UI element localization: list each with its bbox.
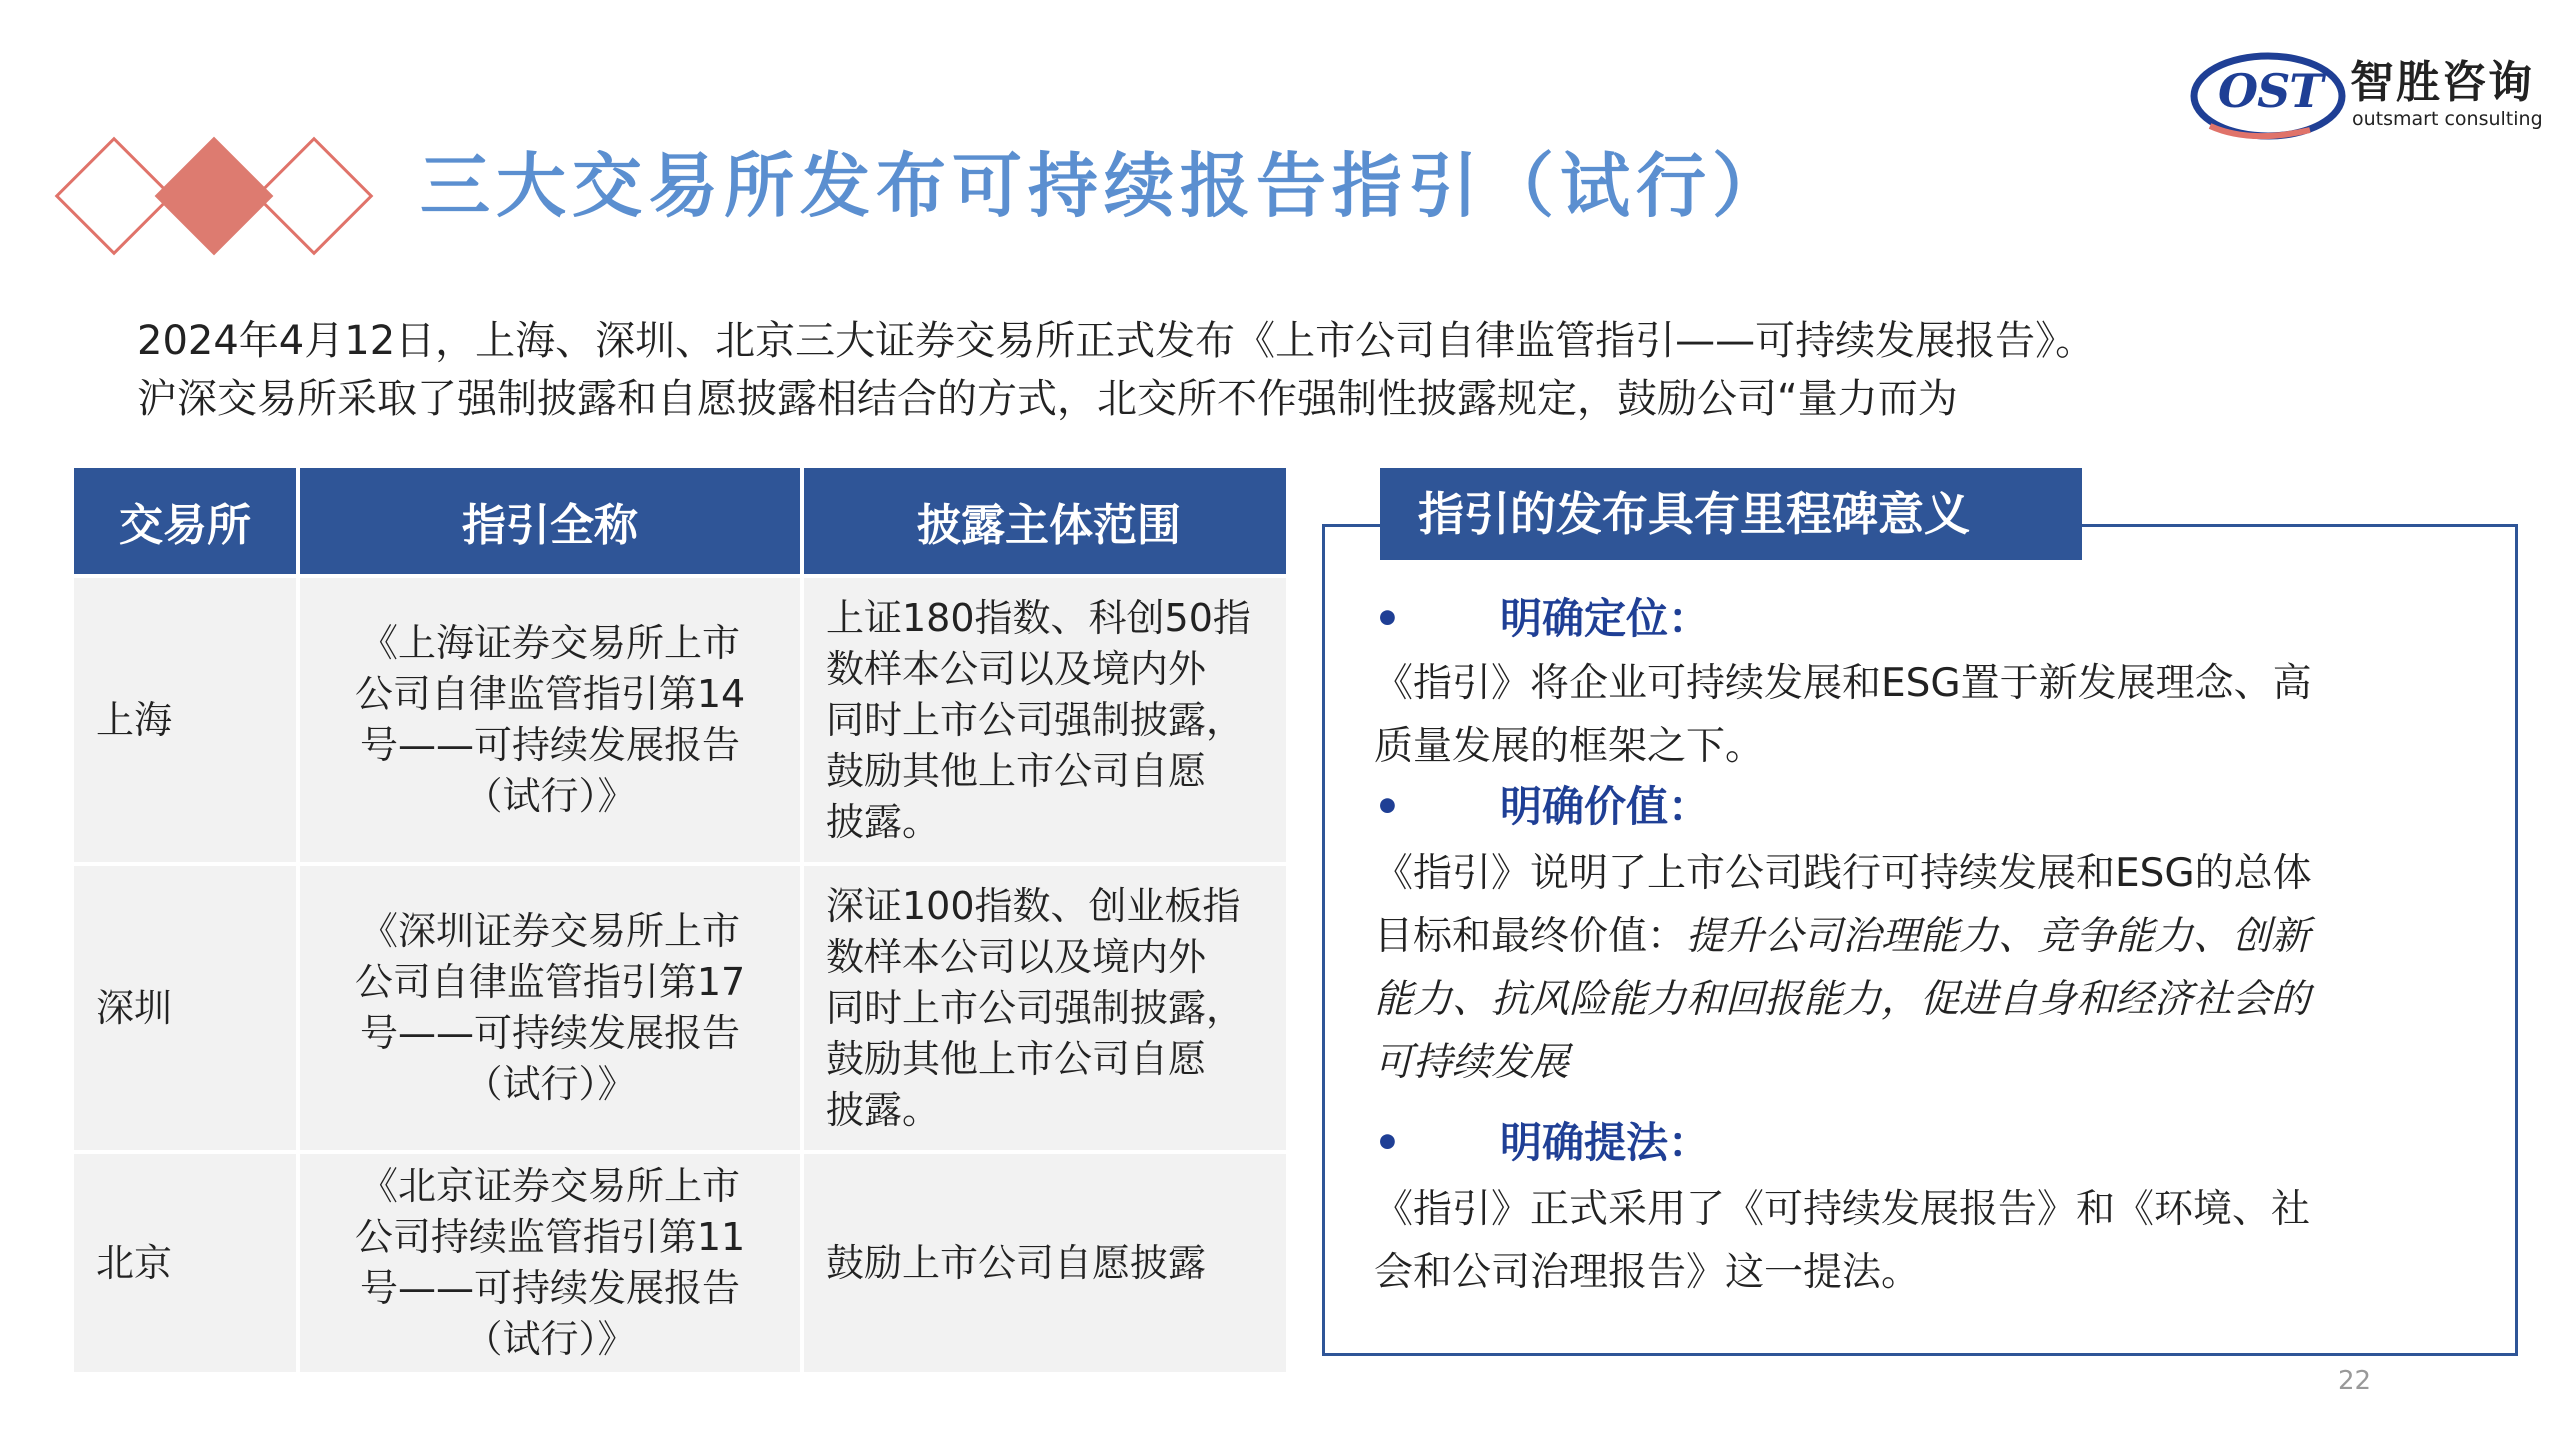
guide-line: 公司自律监管指引第17 bbox=[354, 960, 746, 1004]
guide-line: 公司自律监管指引第14 bbox=[354, 672, 746, 716]
bullet-line bbox=[1374, 905, 2504, 968]
page-number: 22 bbox=[2338, 1366, 2372, 1396]
bullet-line: 质量发展的框架之下。 bbox=[1374, 724, 1765, 769]
header-disclosure-scope: 披露主体范围 bbox=[804, 468, 1286, 578]
bullet-title: 明确价值： bbox=[1500, 782, 1711, 831]
bullet-line: 《指引》说明了上市公司践行可持续发展和ESG的总体 bbox=[1374, 851, 2312, 896]
guide-line: 《深圳证券交易所上市 bbox=[359, 909, 740, 953]
bullet-line-emphasis: 可持续发展 bbox=[1374, 1040, 1570, 1085]
scope-line: 同时上市公司强制披露， bbox=[826, 985, 1245, 1030]
cell-exchange: 深圳 bbox=[74, 866, 300, 1154]
exchange-guidelines-table bbox=[74, 468, 1286, 1376]
logo-name-cn: 智胜咨询 bbox=[2350, 57, 2534, 108]
bullet-title: 明确提法： bbox=[1500, 1118, 1711, 1167]
guide-line: 《北京证券交易所上市 bbox=[359, 1164, 740, 1208]
guide-line: 号——可持续发展报告 bbox=[359, 1011, 740, 1055]
bullet-line: 会和公司治理报告》这一提法。 bbox=[1374, 1250, 1921, 1295]
header-exchange: 交易所 bbox=[74, 468, 300, 578]
cell-scope bbox=[804, 866, 1286, 1154]
decorative-diamond-center bbox=[155, 137, 274, 256]
cell-exchange: 北京 bbox=[74, 1154, 300, 1376]
bullet-text-positioning bbox=[1374, 652, 2504, 778]
scope-line: 上证180指数、科创50指 bbox=[826, 595, 1251, 640]
bullet-title: 明确定位： bbox=[1500, 594, 1711, 643]
page-title: 三大交易所发布可持续报告指引（试行） bbox=[420, 145, 1788, 227]
bullet-icon: • bbox=[1374, 1118, 1401, 1167]
scope-line: 鼓励其他上市公司自愿 bbox=[826, 1036, 1207, 1081]
bullet-line-emphasis: 提升公司治理能力、竞争能力、创新 bbox=[1686, 914, 2311, 959]
cell-guide bbox=[300, 866, 804, 1154]
guide-line: 号——可持续发展报告 bbox=[359, 1266, 740, 1310]
scope-line: 披露。 bbox=[826, 799, 941, 844]
bullet-text-terminology bbox=[1374, 1178, 2504, 1304]
scope-line: 数样本公司以及境内外 bbox=[826, 934, 1207, 979]
scope-line: 鼓励其他上市公司自愿 bbox=[826, 748, 1207, 793]
intro-line-1: 2024年4月12日，上海、深圳、北京三大证券交易所正式发布《上市公司自律监管指引——可持续发展报告》。 bbox=[137, 318, 2096, 364]
scope-line: 同时上市公司强制披露， bbox=[826, 697, 1245, 742]
cell-exchange: 上海 bbox=[74, 578, 300, 866]
scope-line: 鼓励上市公司自愿披露 bbox=[826, 1240, 1207, 1285]
company-logo bbox=[2190, 44, 2543, 144]
guide-line: 公司持续监管指引第11 bbox=[354, 1215, 746, 1259]
bullet-text-value bbox=[1374, 842, 2504, 1094]
guide-line: （试行）》 bbox=[464, 1062, 636, 1106]
table-row bbox=[74, 1154, 1286, 1376]
bullet-value bbox=[1374, 774, 1710, 834]
intro-paragraph bbox=[137, 312, 2477, 428]
bullet-positioning bbox=[1374, 586, 1710, 646]
guide-line: 《上海证券交易所上市 bbox=[359, 621, 740, 665]
scope-line: 数样本公司以及境内外 bbox=[826, 646, 1207, 691]
intro-line-2: 沪深交易所采取了强制披露和自愿披露相结合的方式，北交所不作强制性披露规定，鼓励公司“量力而为 bbox=[137, 376, 1958, 422]
bullet-line: 《指引》正式采用了《可持续发展报告》和《环境、社 bbox=[1374, 1187, 2311, 1232]
guide-line: （试行）》 bbox=[464, 1317, 636, 1361]
table-row bbox=[74, 578, 1286, 866]
header-guide-name: 指引全称 bbox=[300, 468, 804, 578]
guide-line: 号——可持续发展报告 bbox=[359, 723, 740, 767]
bullet-terminology bbox=[1374, 1110, 1710, 1170]
bullet-icon: • bbox=[1374, 594, 1401, 643]
bullet-icon: • bbox=[1374, 782, 1401, 831]
guide-line: （试行）》 bbox=[464, 774, 636, 818]
bullet-line-emphasis: 能力、抗风险能力和回报能力，促进自身和经济社会的 bbox=[1374, 977, 2311, 1022]
logo-name-en: outsmart consulting bbox=[2352, 108, 2543, 130]
bullet-line: 《指引》将企业可持续发展和ESG置于新发展理念、高 bbox=[1374, 661, 2312, 706]
milestone-panel-heading: 指引的发布具有里程碑意义 bbox=[1380, 468, 2082, 560]
cell-scope bbox=[804, 578, 1286, 866]
logo-mark: OST bbox=[2218, 64, 2323, 118]
bullet-line-plain: 目标和最终价值： bbox=[1374, 914, 1687, 959]
cell-scope bbox=[804, 1154, 1286, 1376]
cell-guide bbox=[300, 578, 804, 866]
table-header-row bbox=[74, 468, 1286, 578]
scope-line: 深证100指数、创业板指 bbox=[826, 883, 1241, 928]
cell-guide bbox=[300, 1154, 804, 1376]
scope-line: 披露。 bbox=[826, 1087, 941, 1132]
table-row bbox=[74, 866, 1286, 1154]
